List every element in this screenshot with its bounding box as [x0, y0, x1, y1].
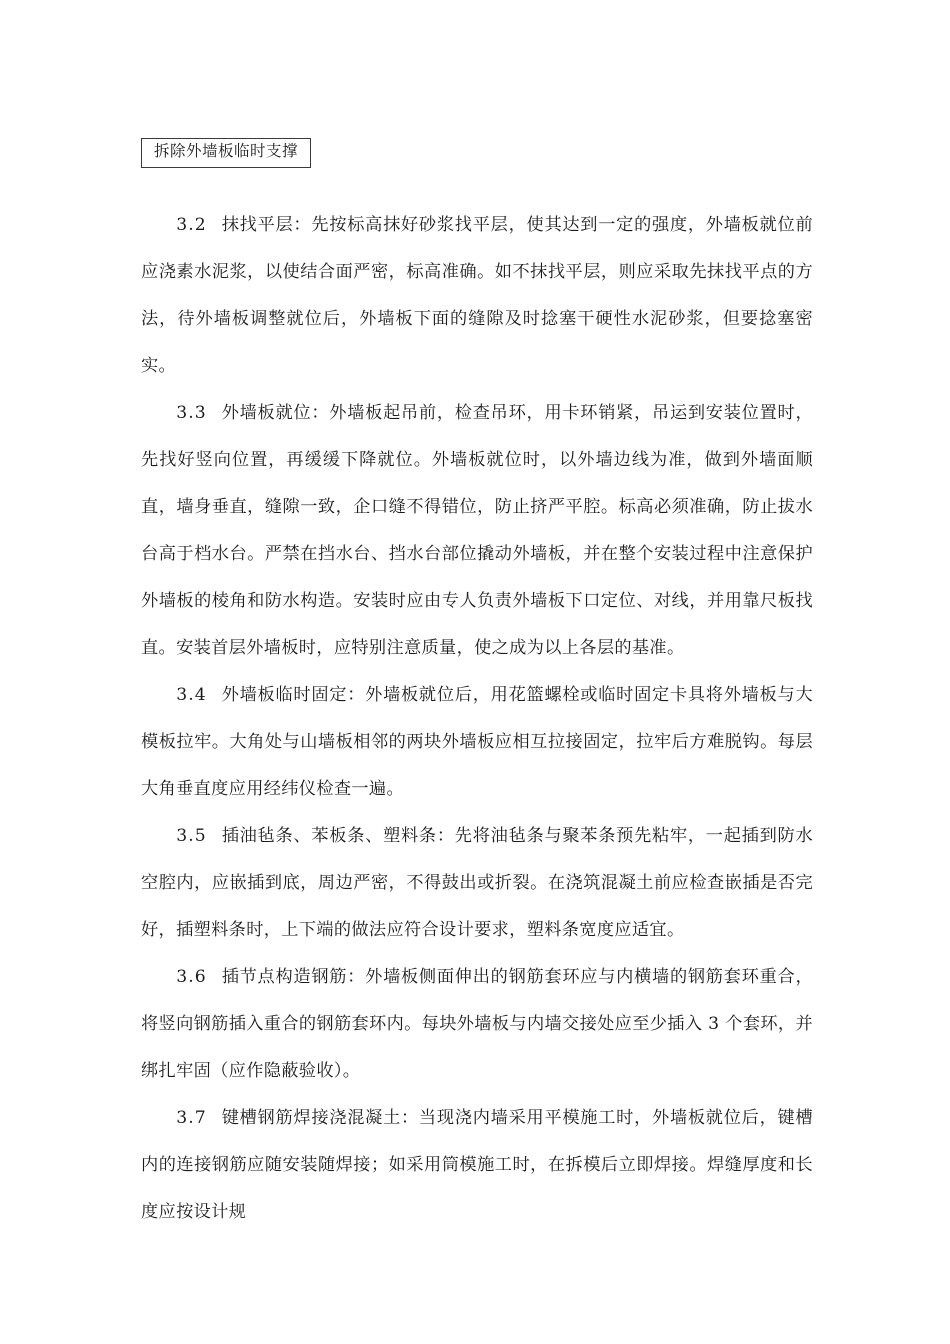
section-body-3-6: 插节点构造钢筋：外墙板侧面伸出的钢筋套环应与内横墙的钢筋套环重合，将竖向钢筋插入重合的钢筋套环内。每块外墙板与内墙交接处应至少插入 3 个套环，并绑扎牢固（应作隐蔽验收）。 — [141, 966, 813, 1081]
section-number-3-3: 3.3 — [176, 402, 207, 423]
section-body-3-7: 键槽钢筋焊接浇混凝土：当现浇内墙采用平模施工时，外墙板就位后，键槽内的连接钢筋应随安装随焊接；如采用筒模施工时，在拆模后立即焊接。焊缝厚度和长度应按设计规 — [141, 1107, 813, 1222]
section-paragraph-3-5 — [141, 813, 813, 954]
section-number-3-6: 3.6 — [176, 966, 207, 987]
section-number-3-7: 3.7 — [176, 1107, 207, 1128]
section-paragraph-3-2 — [141, 202, 813, 390]
section-body-3-3: 外墙板就位：外墙板起吊前，检查吊环，用卡环销紧，吊运到安装位置时，先找好竖向位置，再缓缓下降就位。外墙板就位时，以外墙边线为准，做到外墙面顺直，墙身垂直，缝隙一致，企口缝不得错位，防止挤严平腔。标高必须准确，防止拔水台高于档水台。严禁在挡水台、挡水台部位撬动外墙板，并在整个安装过程中注意保护外墙板的棱角和防水构造。安装时应由专人负责外墙板下口定位、对线，并用靠尺板找直。安装首层外墙板时，应特别注意质量，使之成为以上各层的基准。 — [141, 402, 813, 658]
section-number-3-4: 3.4 — [176, 684, 207, 705]
page-content — [141, 138, 813, 1236]
section-paragraph-3-6 — [141, 954, 813, 1095]
section-paragraph-3-3 — [141, 390, 813, 672]
section-number-3-5: 3.5 — [176, 825, 207, 846]
boxed-heading-label: 拆除外墙板临时支撑 — [141, 138, 311, 168]
section-number-3-2: 3.2 — [176, 214, 207, 235]
section-body-3-5: 插油毡条、苯板条、塑料条：先将油毡条与聚苯条预先粘牢，一起插到防水空腔内，应嵌插到底，周边严密，不得鼓出或折裂。在浇筑混凝土前应检查嵌插是否完好，插塑料条时，上下端的做法应符合设计要求，塑料条宽度应适宜。 — [141, 825, 813, 940]
section-paragraph-3-7 — [141, 1095, 813, 1236]
section-body-3-2: 抹找平层：先按标高抹好砂浆找平层，使其达到一定的强度，外墙板就位前应浇素水泥浆，以使结合面严密，标高准确。如不抹找平层，则应采取先抹找平点的方法，待外墙板调整就位后，外墙板下面的缝隙及时捻塞干硬性水泥砂浆，但要捻塞密实。 — [141, 214, 813, 376]
section-body-3-4: 外墙板临时固定：外墙板就位后，用花篮螺栓或临时固定卡具将外墙板与大模板拉牢。大角处与山墙板相邻的两块外墙板应相互拉接固定，拉牢后方难脱钩。每层大角垂直度应用经纬仪检查一遍。 — [141, 684, 813, 799]
section-paragraph-3-4 — [141, 672, 813, 813]
